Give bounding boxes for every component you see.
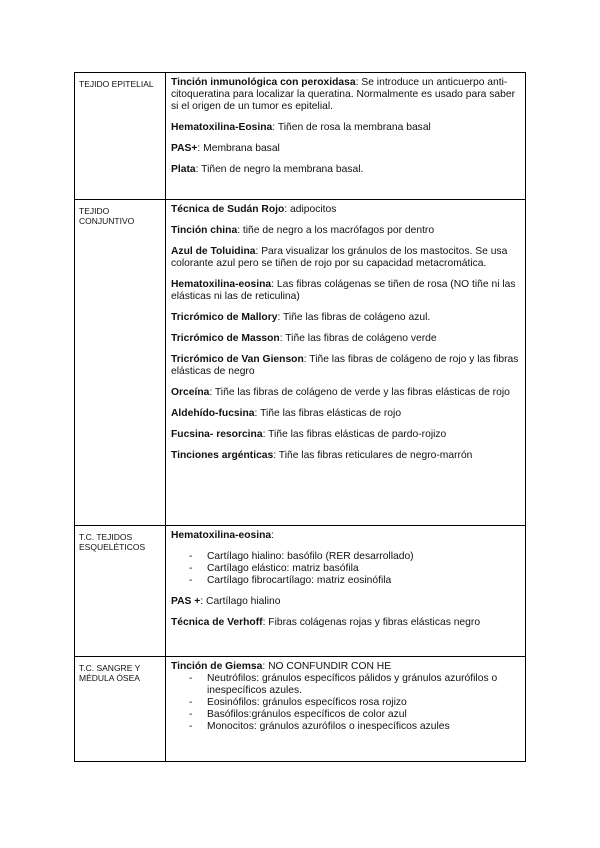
technique-cell (166, 73, 526, 200)
technique-description: : Se introduce un anticuerpo anti-citoqueratina para localizar la queratina. Normalmente es usado para saber si el origen de un tumor es epitelial. (171, 77, 515, 112)
tissue-label: T.C. TEJIDOS ESQUELÉTICOS (75, 526, 166, 657)
technique-description: : Tiñe las fibras de colágeno de rojo y las fibras elásticas de negro (171, 354, 519, 377)
technique-entry (171, 122, 519, 134)
technique-entry (171, 77, 519, 113)
technique-name: Técnica de Sudán Rojo (171, 204, 285, 215)
technique-entry (171, 354, 519, 378)
technique-entry (171, 429, 519, 441)
table-row (75, 200, 526, 526)
technique-entry (171, 204, 519, 216)
technique-description: : adipocitos (284, 204, 337, 215)
tissue-label: TEJIDO EPITELIAL (75, 73, 166, 200)
list-item: - Cartílago fibrocartílago: matriz eosinófila (189, 575, 519, 587)
technique-description: : Tiñe las fibras elásticas de rojo (254, 408, 402, 419)
technique-description: : Tiñe las fibras elásticas de pardo-rojizo (262, 429, 447, 440)
technique-name: Tricrómico de Masson (171, 333, 280, 344)
technique-name: Tinción inmunológica con peroxidasa (171, 77, 356, 88)
table-row (75, 657, 526, 762)
list-item: - Eosinófilos: gránulos específicos rosa rojizo (189, 697, 519, 709)
technique-name: PAS + (171, 596, 201, 607)
list-item: - Neutrófilos: gránulos específicos pálidos y gránulos azurófilos o inespecíficos azules. (189, 673, 519, 697)
technique-name: Azul de Toluidina (171, 246, 256, 257)
technique-name: Orceína (171, 387, 210, 398)
blood-cell-list (171, 673, 519, 733)
technique-entry (171, 312, 519, 324)
technique-entry (171, 143, 519, 155)
table-row (75, 526, 526, 657)
technique-entry (171, 246, 519, 270)
technique-entry (171, 164, 519, 176)
technique-description: : Las fibras colágenas se tiñen de rosa (NO tiñe ni las elásticas ni las de reticulina) (171, 279, 516, 302)
technique-name: Tinción de Giemsa (171, 661, 263, 672)
technique-name: Tinciones argénticas (171, 450, 274, 461)
technique-cell (166, 200, 526, 526)
technique-name: Tricrómico de Van Gienson (171, 354, 304, 365)
technique-description: : Tiñen de rosa la membrana basal (272, 122, 431, 133)
technique-description: : Tiñe las fibras de colágeno de verde y las fibras elásticas de rojo (209, 387, 510, 398)
technique-name: Tricrómico de Mallory (171, 312, 278, 323)
technique-name: Hematoxilina-eosina (171, 530, 272, 541)
technique-name: PAS+ (171, 143, 198, 154)
technique-description: : Tiñen de negro la membrana basal. (195, 164, 364, 175)
staining-table (74, 72, 526, 762)
technique-cell (166, 657, 526, 762)
technique-cell (166, 526, 526, 657)
technique-description: : Tiñe las fibras de colágeno verde (279, 333, 437, 344)
technique-description: : Tiñe las fibras de colágeno azul. (277, 312, 431, 323)
list-item: - Cartílago hialino: basófilo (RER desarrollado) (189, 551, 519, 563)
table-row (75, 73, 526, 200)
tissue-label: TEJIDO CONJUNTIVO (75, 200, 166, 526)
technique-name: Plata (171, 164, 196, 175)
technique-description: : Membrana basal (197, 143, 280, 154)
technique-name: Aldehído-fucsina (171, 408, 255, 419)
technique-entry (171, 450, 519, 462)
technique-name: Tinción china (171, 225, 238, 236)
technique-description: : (271, 530, 275, 541)
technique-entry (171, 225, 519, 237)
technique-description: : Tiñe las fibras reticulares de negro-marrón (273, 450, 473, 461)
technique-entry (171, 333, 519, 345)
technique-description: : Fibras colágenas rojas y fibras elásticas negro (262, 617, 481, 628)
technique-entry (171, 387, 519, 399)
technique-description: : tiñe de negro a los macrófagos por dentro (237, 225, 435, 236)
technique-entry (171, 408, 519, 420)
list-item: - Basófilos:gránulos específicos de color azul (189, 709, 519, 721)
technique-description: : Para visualizar los gránulos de los mastocitos. Se usa colorante azul pero se tiñen de rojo por su capacidad metacromática. (171, 246, 508, 269)
technique-name: Técnica de Verhoff (171, 617, 263, 628)
technique-entry (171, 596, 519, 608)
technique-name: Hematoxilina-Eosina (171, 122, 273, 133)
technique-entry (171, 661, 519, 673)
list-item: - Cartílago elástico: matriz basófila (189, 563, 519, 575)
technique-entry (171, 530, 519, 542)
technique-entry (171, 279, 519, 303)
cartilage-list (171, 551, 519, 587)
technique-name: Fucsina- resorcina (171, 429, 263, 440)
list-item: - Monocitos: gránulos azurófilos o inespecíficos azules (189, 721, 519, 733)
technique-entry (171, 617, 519, 629)
technique-description: : NO CONFUNDIR CON HE (262, 661, 392, 672)
technique-name: Hematoxilina-eosina (171, 279, 272, 290)
tissue-label: T.C. SANGRE Y MÉDULA ÓSEA (75, 657, 166, 762)
technique-description: : Cartílago hialino (200, 596, 281, 607)
